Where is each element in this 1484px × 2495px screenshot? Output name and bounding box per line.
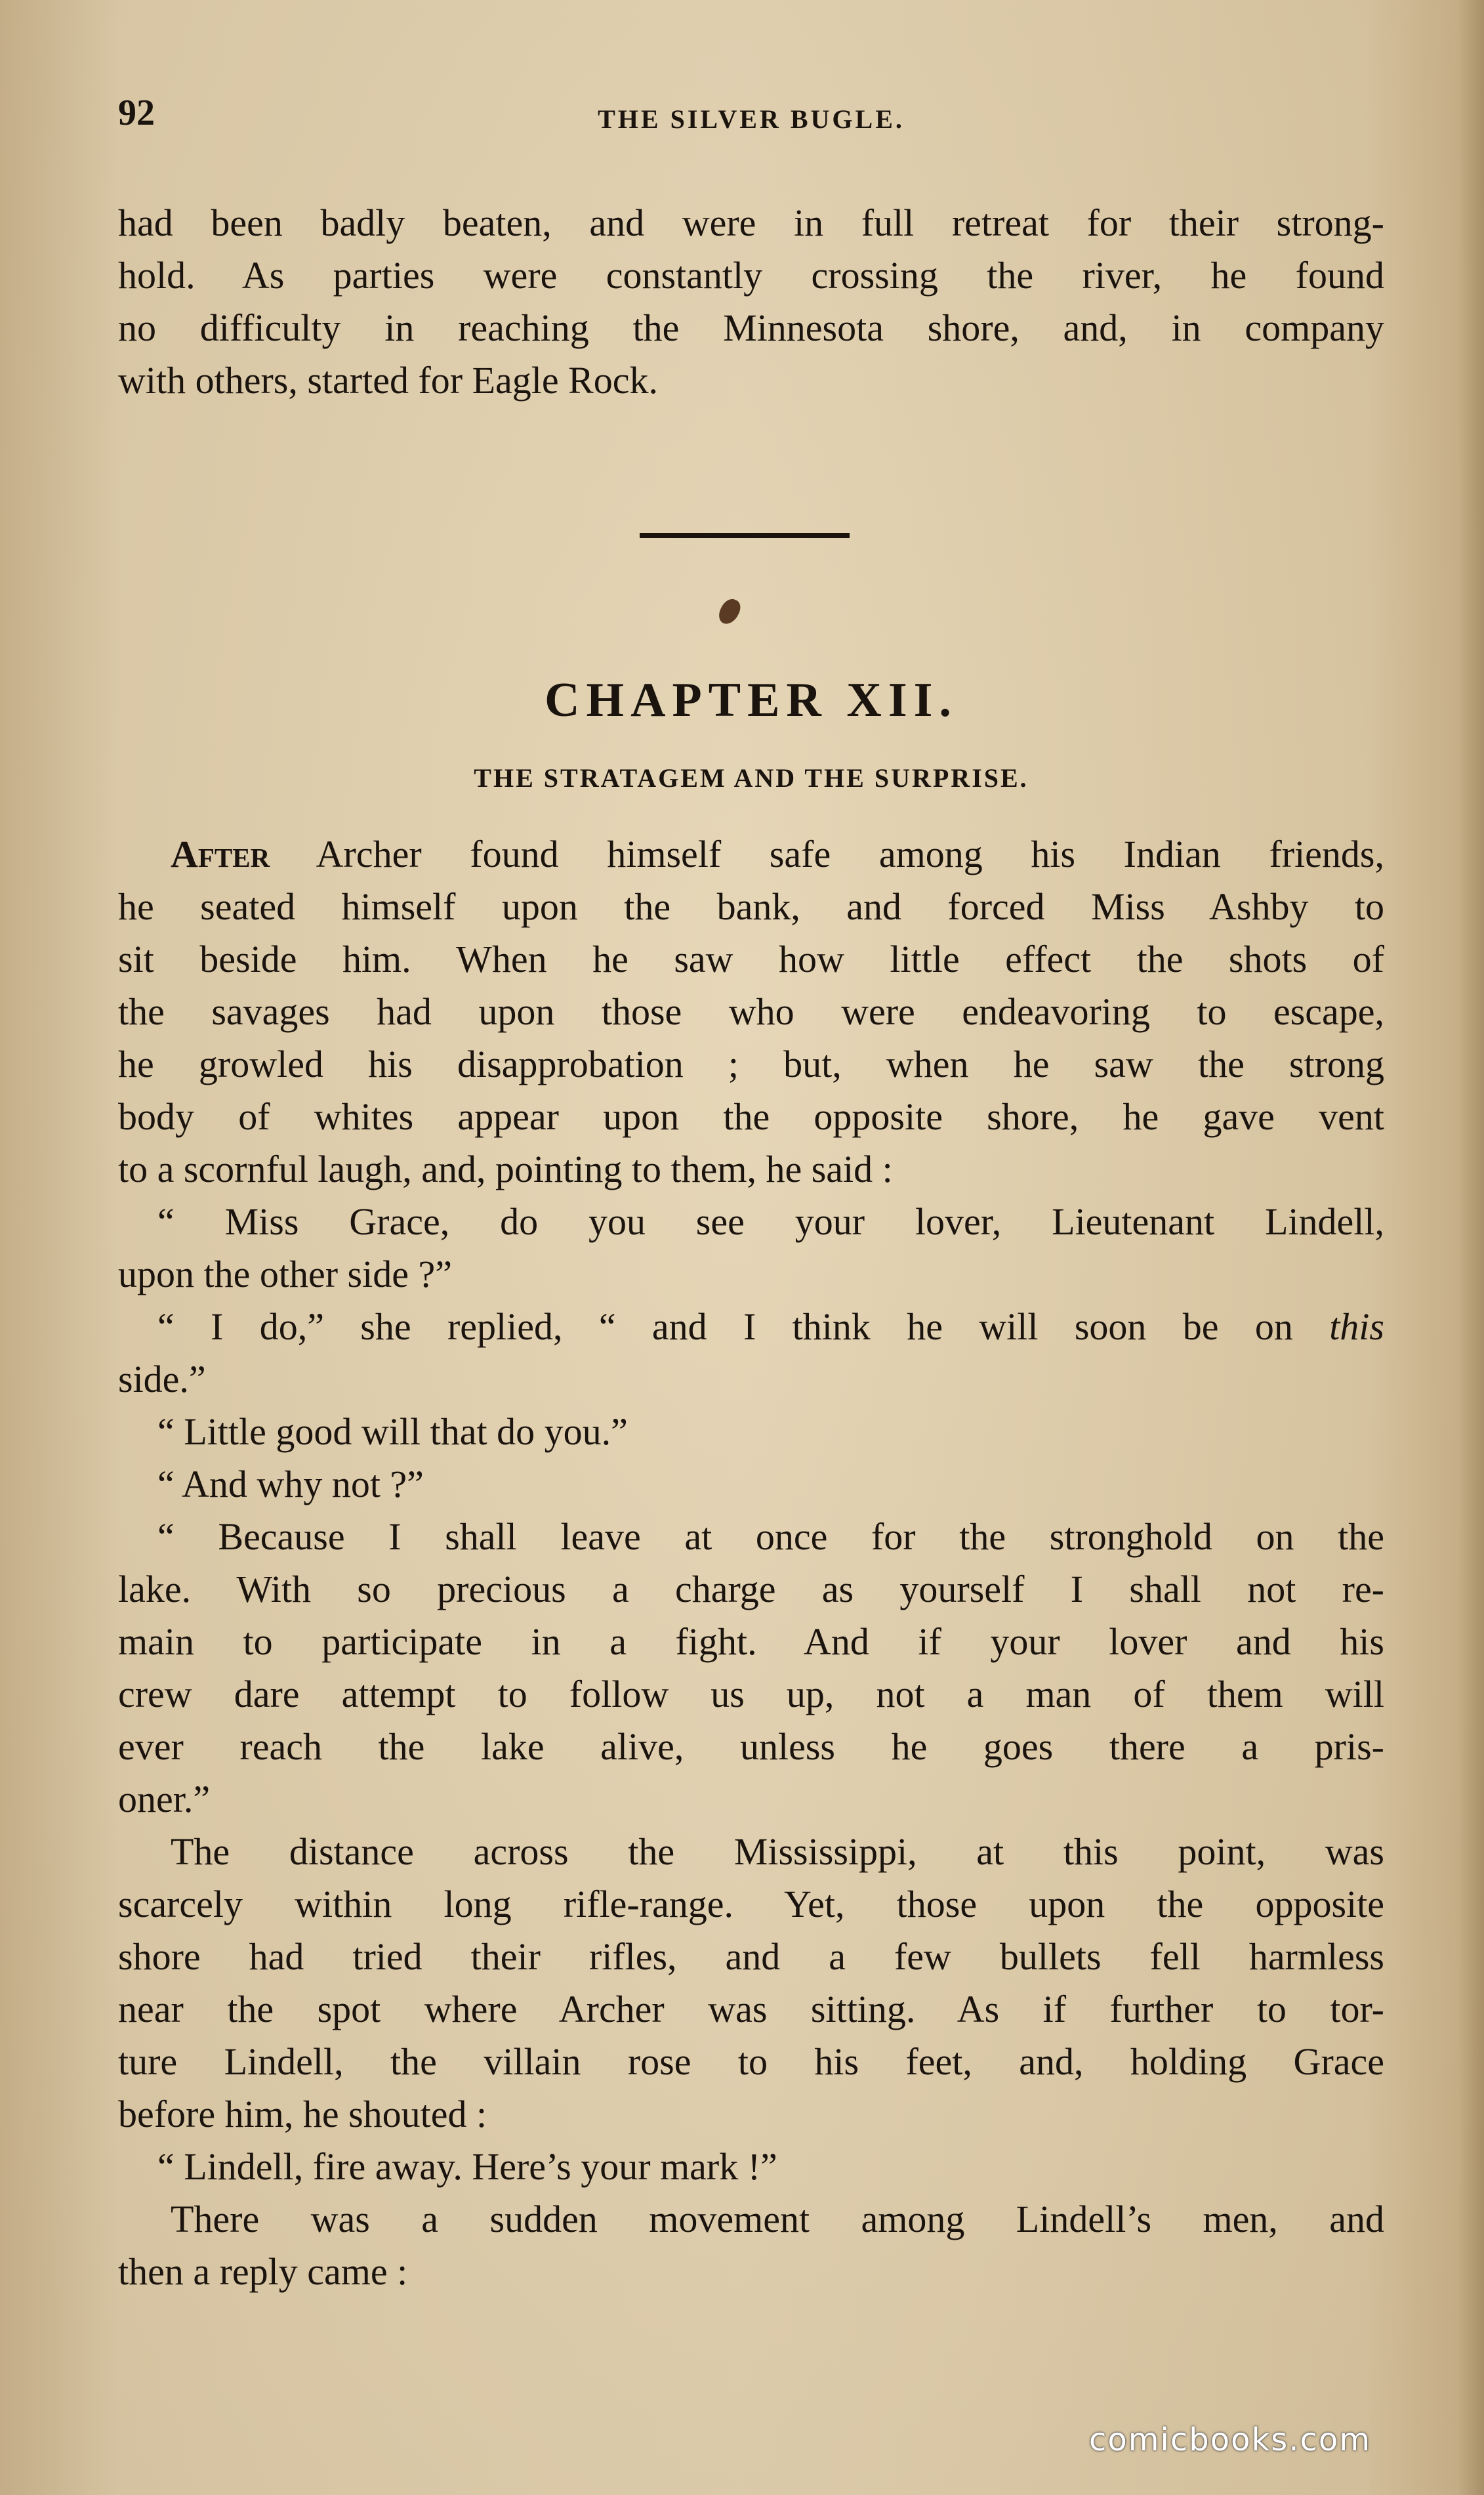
line-text: “ I do,” she replied, “ and I think he will soon be on (157, 1305, 1330, 1348)
chapter-subtitle: THE STRATAGEM AND THE SURPRISE. (474, 763, 1029, 793)
text-line: oner.” (118, 1778, 211, 1820)
text-line: “ Lindell, fire away. Here’s your mark !” (157, 2145, 777, 2188)
text-line: side.” (118, 1358, 206, 1400)
text-line: the savages had upon those who were endeavoring to escape, (118, 990, 1384, 1033)
text-line: lake. With so precious a charge as yourself I shall not re- (118, 1568, 1384, 1610)
ink-blot (716, 596, 743, 627)
site-watermark: comicbooks.com (1089, 2422, 1372, 2458)
text-line: “ Because I shall leave at once for the stronghold on the (157, 1515, 1384, 1558)
text-line (118, 828, 1384, 881)
text-line: with others, started for Eagle Rock. (118, 359, 659, 402)
running-head (118, 92, 1384, 144)
text-line: ture Lindell, the villain rose to his feet, and, holding Grace (118, 2040, 1384, 2083)
text-line: scarcely within long rifle-range. Yet, those upon the opposite (118, 1883, 1384, 1925)
continued-paragraph (118, 197, 1384, 407)
text-line: then a reply came : (118, 2250, 408, 2293)
text-line: sit beside him. When he saw how little effect the shots of (118, 938, 1384, 980)
text-line: There was a sudden movement among Lindell’s men, and (171, 2198, 1384, 2240)
text-line: he seated himself upon the bank, and forced Miss Ashby to (118, 885, 1384, 928)
text-line: shore had tried their rifles, and a few bullets fell harmless (118, 1935, 1384, 1978)
text-line: hold. As parties were constantly crossing the river, he found (118, 254, 1384, 297)
text-line (118, 1301, 1384, 1353)
text-line: body of whites appear upon the opposite shore, he gave vent (118, 1095, 1384, 1138)
text-line: he growled his disapprobation ; but, when he saw the strong (118, 1043, 1384, 1085)
chapter-body (118, 828, 1384, 2298)
section-rule (640, 533, 850, 538)
text-line: “ And why not ?” (157, 1463, 424, 1505)
line-text: Archer found himself safe among his Indian friends, (270, 833, 1384, 875)
text-line: before him, he shouted : (118, 2093, 487, 2135)
text-line: “ Miss Grace, do you see your lover, Lieutenant Lindell, (157, 1200, 1384, 1243)
text-line: no difficulty in reaching the Minnesota shore, and, in company (118, 306, 1384, 349)
text-line: upon the other side ?” (118, 1253, 452, 1295)
text-line: to a scornful laugh, and, pointing to them, he said : (118, 1148, 893, 1190)
chapter-title: CHAPTER XII. (545, 673, 958, 727)
text-line: ever reach the lake alive, unless he goes there a pris- (118, 1725, 1384, 1768)
text-line: near the spot where Archer was sitting. As if further to tor- (118, 1988, 1384, 2030)
drop-word: After (171, 833, 270, 875)
text-line: main to participate in a fight. And if your lover and his (118, 1620, 1384, 1663)
text-line: The distance across the Mississippi, at this point, was (171, 1830, 1384, 1873)
running-title: THE SILVER BUGLE. (598, 104, 905, 134)
text-line: crew dare attempt to follow us up, not a man of them will (118, 1673, 1384, 1715)
text-line: had been badly beaten, and were in full retreat for their strong- (118, 201, 1384, 244)
page-edge-shadow (1458, 0, 1484, 2495)
italic-word: this (1329, 1305, 1384, 1348)
page-number: 92 (118, 93, 155, 133)
text-line: “ Little good will that do you.” (157, 1410, 628, 1453)
